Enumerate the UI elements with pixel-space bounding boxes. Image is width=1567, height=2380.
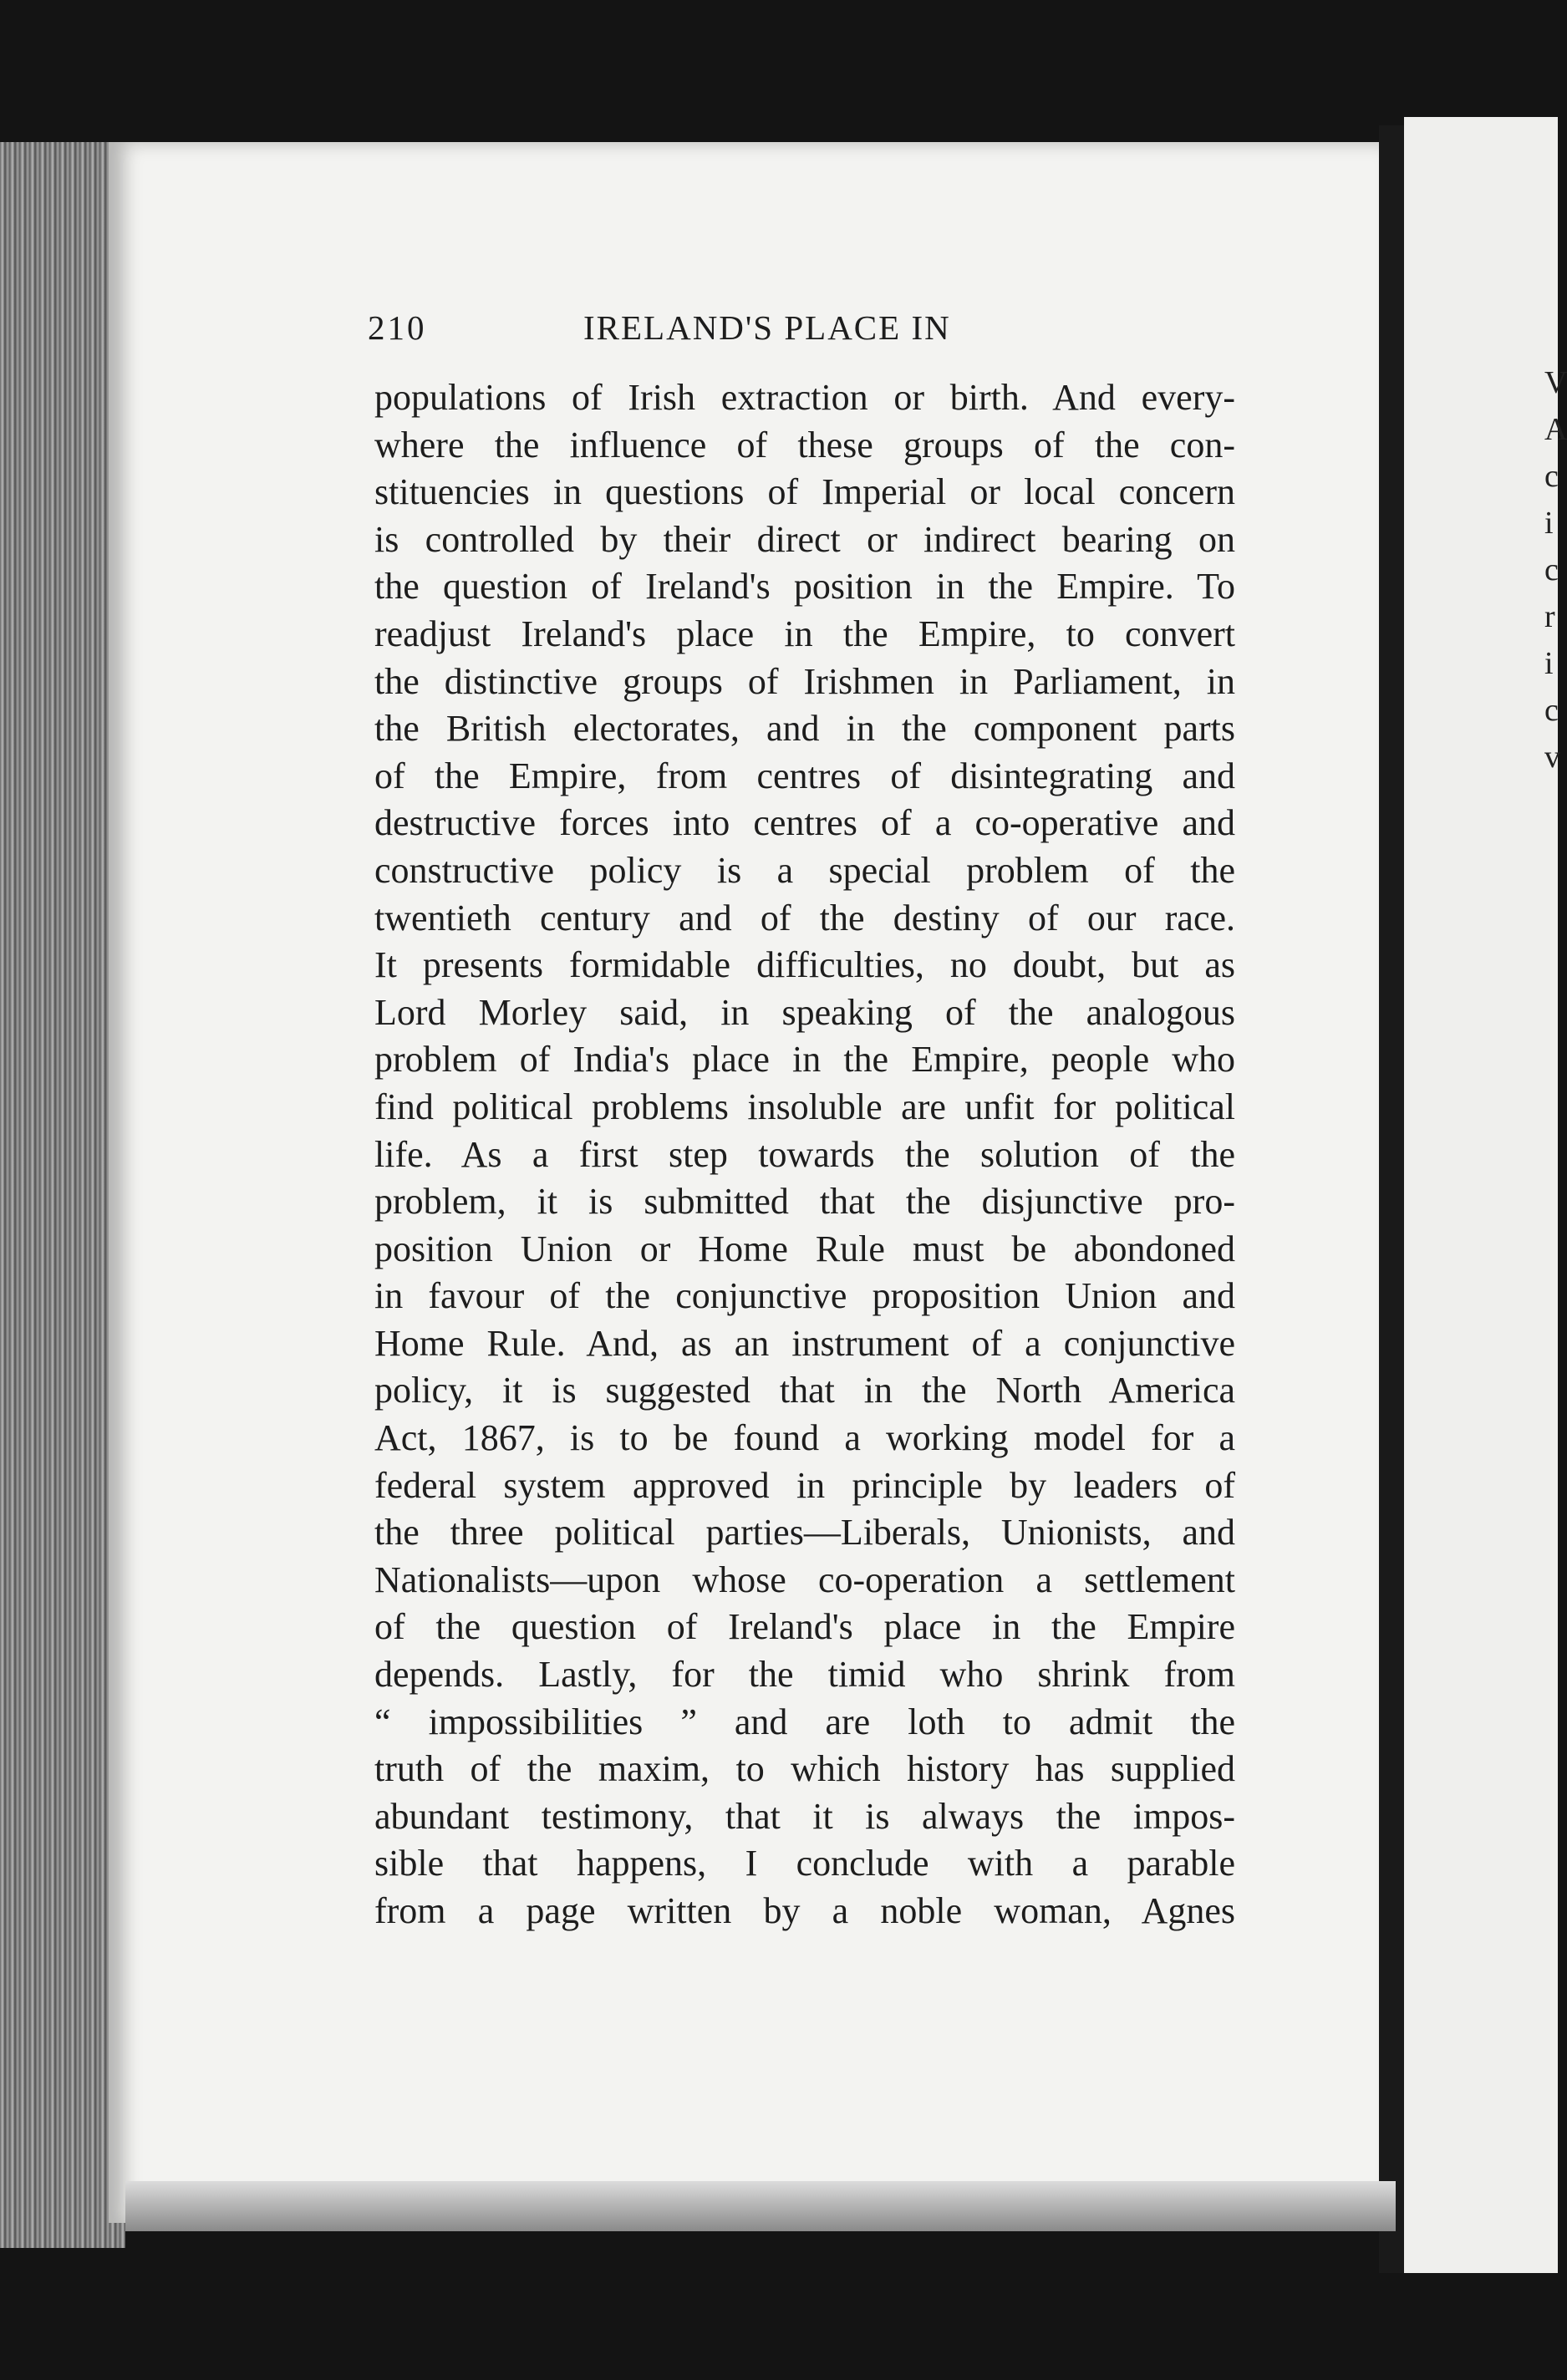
facing-page-letter: c [1544, 459, 1559, 494]
text-line: is controlled by their direct or indirect bearing on [374, 518, 1235, 560]
text-line: depends. Lastly, for the timid who shrink from [374, 1654, 1235, 1696]
facing-page [1404, 117, 1567, 2273]
text-line: destructive forces into centres of a co-operative and [374, 802, 1235, 844]
text-line: readjust Ireland's place in the Empire, to convert [374, 613, 1235, 654]
text-line: constructive policy is a special problem of the [374, 849, 1235, 891]
text-line: the three political parties—Liberals, Unionists, and [374, 1512, 1235, 1554]
text-line: find political problems insoluble are unfit for political [374, 1086, 1235, 1127]
text-line: twentieth century and of the destiny of our race. [374, 897, 1235, 938]
page-number: 210 [368, 308, 427, 347]
page-header [368, 308, 1203, 358]
body-text [374, 374, 1235, 1935]
text-line: Nationalists—upon whose co-operation a settlement [374, 1559, 1235, 1600]
text-line: abundant testimony, that it is always the impos- [374, 1795, 1235, 1837]
text-line: Home Rule. And, as an instrument of a conjunctive [374, 1322, 1235, 1364]
text-line: of the question of Ireland's place in the Empire [374, 1606, 1235, 1648]
text-line: in favour of the conjunctive proposition Union and [374, 1275, 1235, 1317]
facing-page-letter: c [1544, 693, 1559, 728]
text-line: Lord Morley said, in speaking of the analogous [374, 991, 1235, 1033]
text-line: sible that happens, I conclude with a parable [374, 1843, 1235, 1884]
text-line: It presents formidable difficulties, no doubt, but as [374, 944, 1235, 986]
text-line: stituencies in questions of Imperial or local concern [374, 471, 1235, 513]
page-bottom-edge [125, 2181, 1396, 2231]
text-line: policy, it is suggested that in the North America [374, 1370, 1235, 1411]
text-line: life. As a first step towards the solution of the [374, 1133, 1235, 1175]
running-head: IRELAND'S PLACE IN [583, 308, 951, 347]
text-line: from a page written by a noble woman, Agnes [374, 1890, 1235, 1931]
text-line: problem of India's place in the Empire, people who [374, 1039, 1235, 1081]
facing-page-letter: r [1544, 599, 1555, 634]
text-line: truth of the maxim, to which history has supplied [374, 1748, 1235, 1790]
text-line: federal system approved in principle by leaders of [374, 1464, 1235, 1506]
facing-page-letter: i [1544, 506, 1554, 541]
text-line: the British electorates, and in the component parts [374, 708, 1235, 750]
text-line: Act, 1867, is to be found a working model for a [374, 1417, 1235, 1459]
book-gutter [1379, 125, 1406, 2273]
text-line: the distinctive groups of Irishmen in Parliament, in [374, 660, 1235, 702]
text-line: populations of Irish extraction or birth. And every- [374, 377, 1235, 418]
facing-page-letter: v [1544, 740, 1560, 775]
text-line: the question of Ireland's position in the Empire. To [374, 566, 1235, 608]
facing-page-letter: i [1544, 646, 1554, 681]
text-line: position Union or Home Rule must be abondoned [374, 1228, 1235, 1269]
text-line: of the Empire, from centres of disintegrating and [374, 755, 1235, 796]
text-line: where the influence of these groups of the con- [374, 424, 1235, 465]
text-line: “ impossibilities ” and are loth to admit the [374, 1701, 1235, 1742]
text-line: problem, it is submitted that the disjunctive pro- [374, 1181, 1235, 1223]
facing-page-letter: c [1544, 552, 1559, 587]
facing-page-letter: V [1544, 365, 1567, 400]
book-page-edges [0, 142, 125, 2248]
facing-page-text-fragment [1544, 359, 1567, 781]
facing-page-letter: A [1544, 412, 1567, 447]
